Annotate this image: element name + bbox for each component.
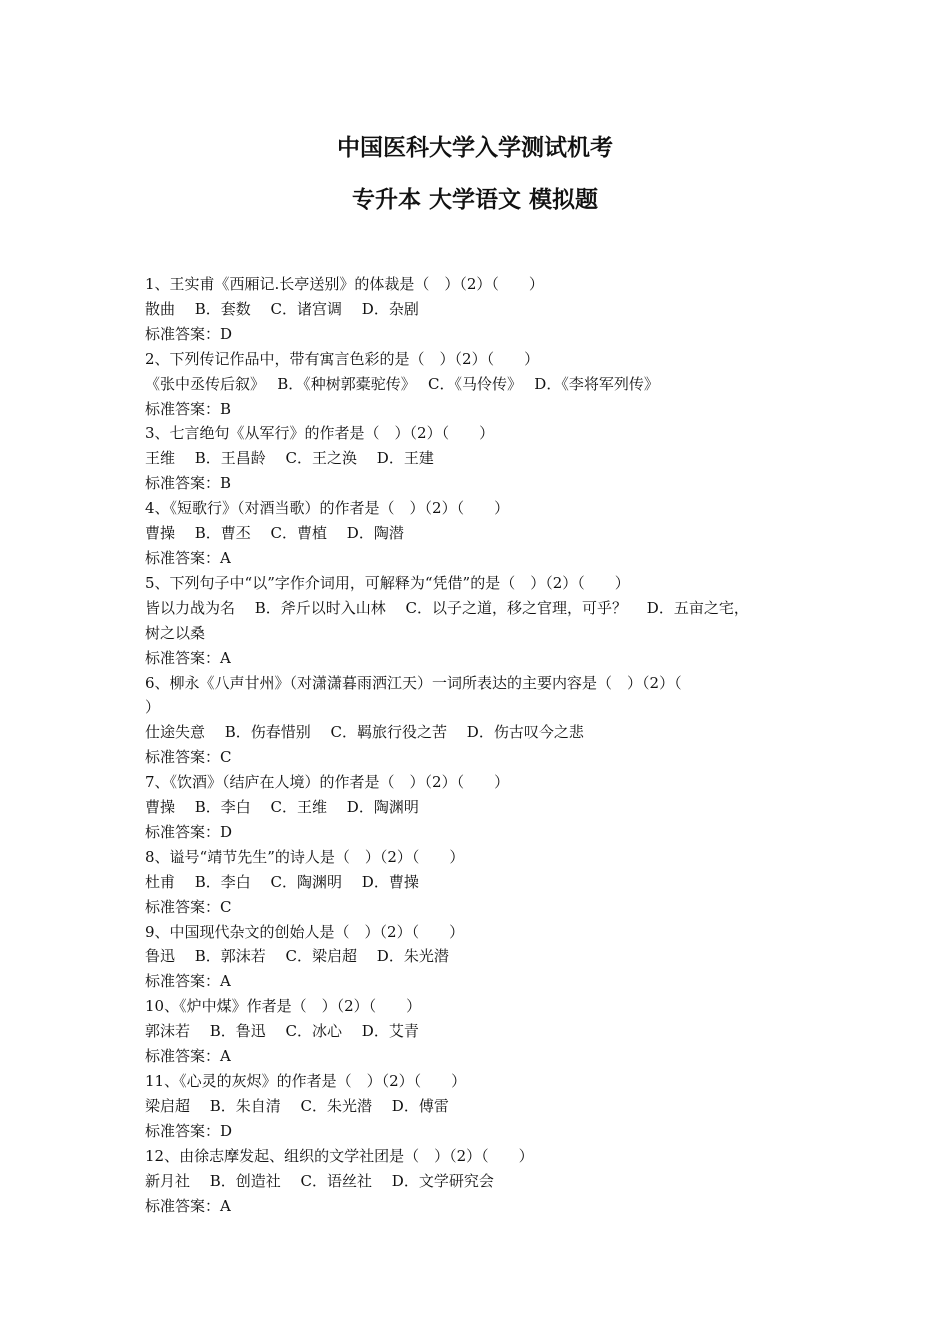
answer-line: 标准答案：C bbox=[145, 748, 232, 767]
question-line-continued: ） bbox=[145, 698, 161, 717]
answer-line: 标准答案：B bbox=[145, 474, 232, 493]
options-line: 郭沫若 B．鲁迅 C．冰心 D．艾青 bbox=[145, 1022, 419, 1041]
options-line: 杜甫 B．李白 C．陶渊明 D．曹操 bbox=[145, 872, 419, 891]
question-line: 4、《短歌行》（对酒当歌）的作者是（ ）（2）（ ） bbox=[145, 499, 510, 518]
question-line: 5、下列句子中“以”字作介词用，可解释为“凭借”的是（ ）（2）（ ） bbox=[145, 573, 630, 592]
answer-line: 标准答案：A bbox=[145, 1196, 231, 1215]
question-line: 7、《饮酒》（结庐在人境）的作者是（ ）（2）（ ） bbox=[145, 773, 510, 792]
answer-line: 标准答案：A bbox=[145, 1047, 231, 1066]
options-line: 曹操 B．李白 C．王维 D．陶渊明 bbox=[145, 798, 419, 817]
answer-line: 标准答案：A bbox=[145, 972, 231, 991]
options-line: 鲁迅 B．郭沫若 C．梁启超 D．朱光潜 bbox=[145, 947, 449, 966]
answer-line: 标准答案：D bbox=[145, 822, 233, 841]
options-line-continued: 树之以桑 bbox=[145, 623, 206, 642]
document-title: 中国医科大学入学测试机考 bbox=[337, 135, 613, 161]
answer-line: 标准答案：C bbox=[145, 897, 232, 916]
answer-line: 标准答案：B bbox=[145, 399, 232, 418]
question-line: 10、《炉中煤》作者是（ ）（2）（ ） bbox=[145, 997, 422, 1016]
question-line: 6、柳永《八声甘州》（对潇潇暮雨洒江天）一词所表达的主要内容是（ ）（2）（ bbox=[145, 673, 682, 692]
options-line: 王维 B．王昌龄 C．王之涣 D．王建 bbox=[145, 449, 434, 468]
question-line: 3、七言绝句《从军行》的作者是（ ）（2）（ ） bbox=[145, 424, 495, 443]
answer-line: 标准答案：D bbox=[145, 1121, 233, 1140]
question-list bbox=[145, 272, 825, 1218]
answer-line: 标准答案：D bbox=[145, 324, 233, 343]
title-block bbox=[0, 132, 950, 216]
options-line: 仕途失意 B．伤春惜别 C．羁旅行役之苦 D．伤古叹今之悲 bbox=[145, 723, 584, 742]
options-line: 曹操 B．曹丕 C．曹植 D．陶潜 bbox=[145, 524, 404, 543]
question-line: 11、《心灵的灰烬》的作者是（ ）（2）（ ） bbox=[145, 1072, 467, 1090]
question-line: 1、王实甫《西厢记.长亭送别》的体裁是（ ）（2）（ ） bbox=[145, 275, 544, 293]
options-line: 梁启超 B．朱自清 C．朱光潜 D．傅雷 bbox=[145, 1096, 449, 1115]
options-line: 皆以力战为名 B．斧斤以时入山林 C．以子之道，移之官理，可乎？ D．五亩之宅， bbox=[145, 598, 749, 617]
answer-line: 标准答案：A bbox=[145, 548, 231, 567]
question-line: 12、由徐志摩发起、组织的文学社团是（ ）（2）（ ） bbox=[145, 1146, 534, 1165]
question-line: 2、下列传记作品中，带有寓言色彩的是（ ）（2）（ ） bbox=[145, 349, 540, 368]
question-line: 8、谥号“靖节先生”的诗人是（ ）（2）（ ） bbox=[145, 847, 465, 866]
options-line: 散曲 B．套数 C．诸宫调 D．杂剧 bbox=[145, 299, 419, 318]
document-subtitle: 专升本 大学语文 模拟题 bbox=[351, 187, 598, 213]
options-line: 新月社 B．创造社 C．语丝社 D．文学研究会 bbox=[145, 1171, 494, 1190]
options-line: 《张中丞传后叙》 B．《种树郭橐驼传》 C．《马伶传》 D．《李将军列传》 bbox=[145, 374, 659, 393]
question-line: 9、中国现代杂文的创始人是（ ）（2）（ ） bbox=[145, 922, 465, 941]
answer-line: 标准答案：A bbox=[145, 648, 231, 667]
